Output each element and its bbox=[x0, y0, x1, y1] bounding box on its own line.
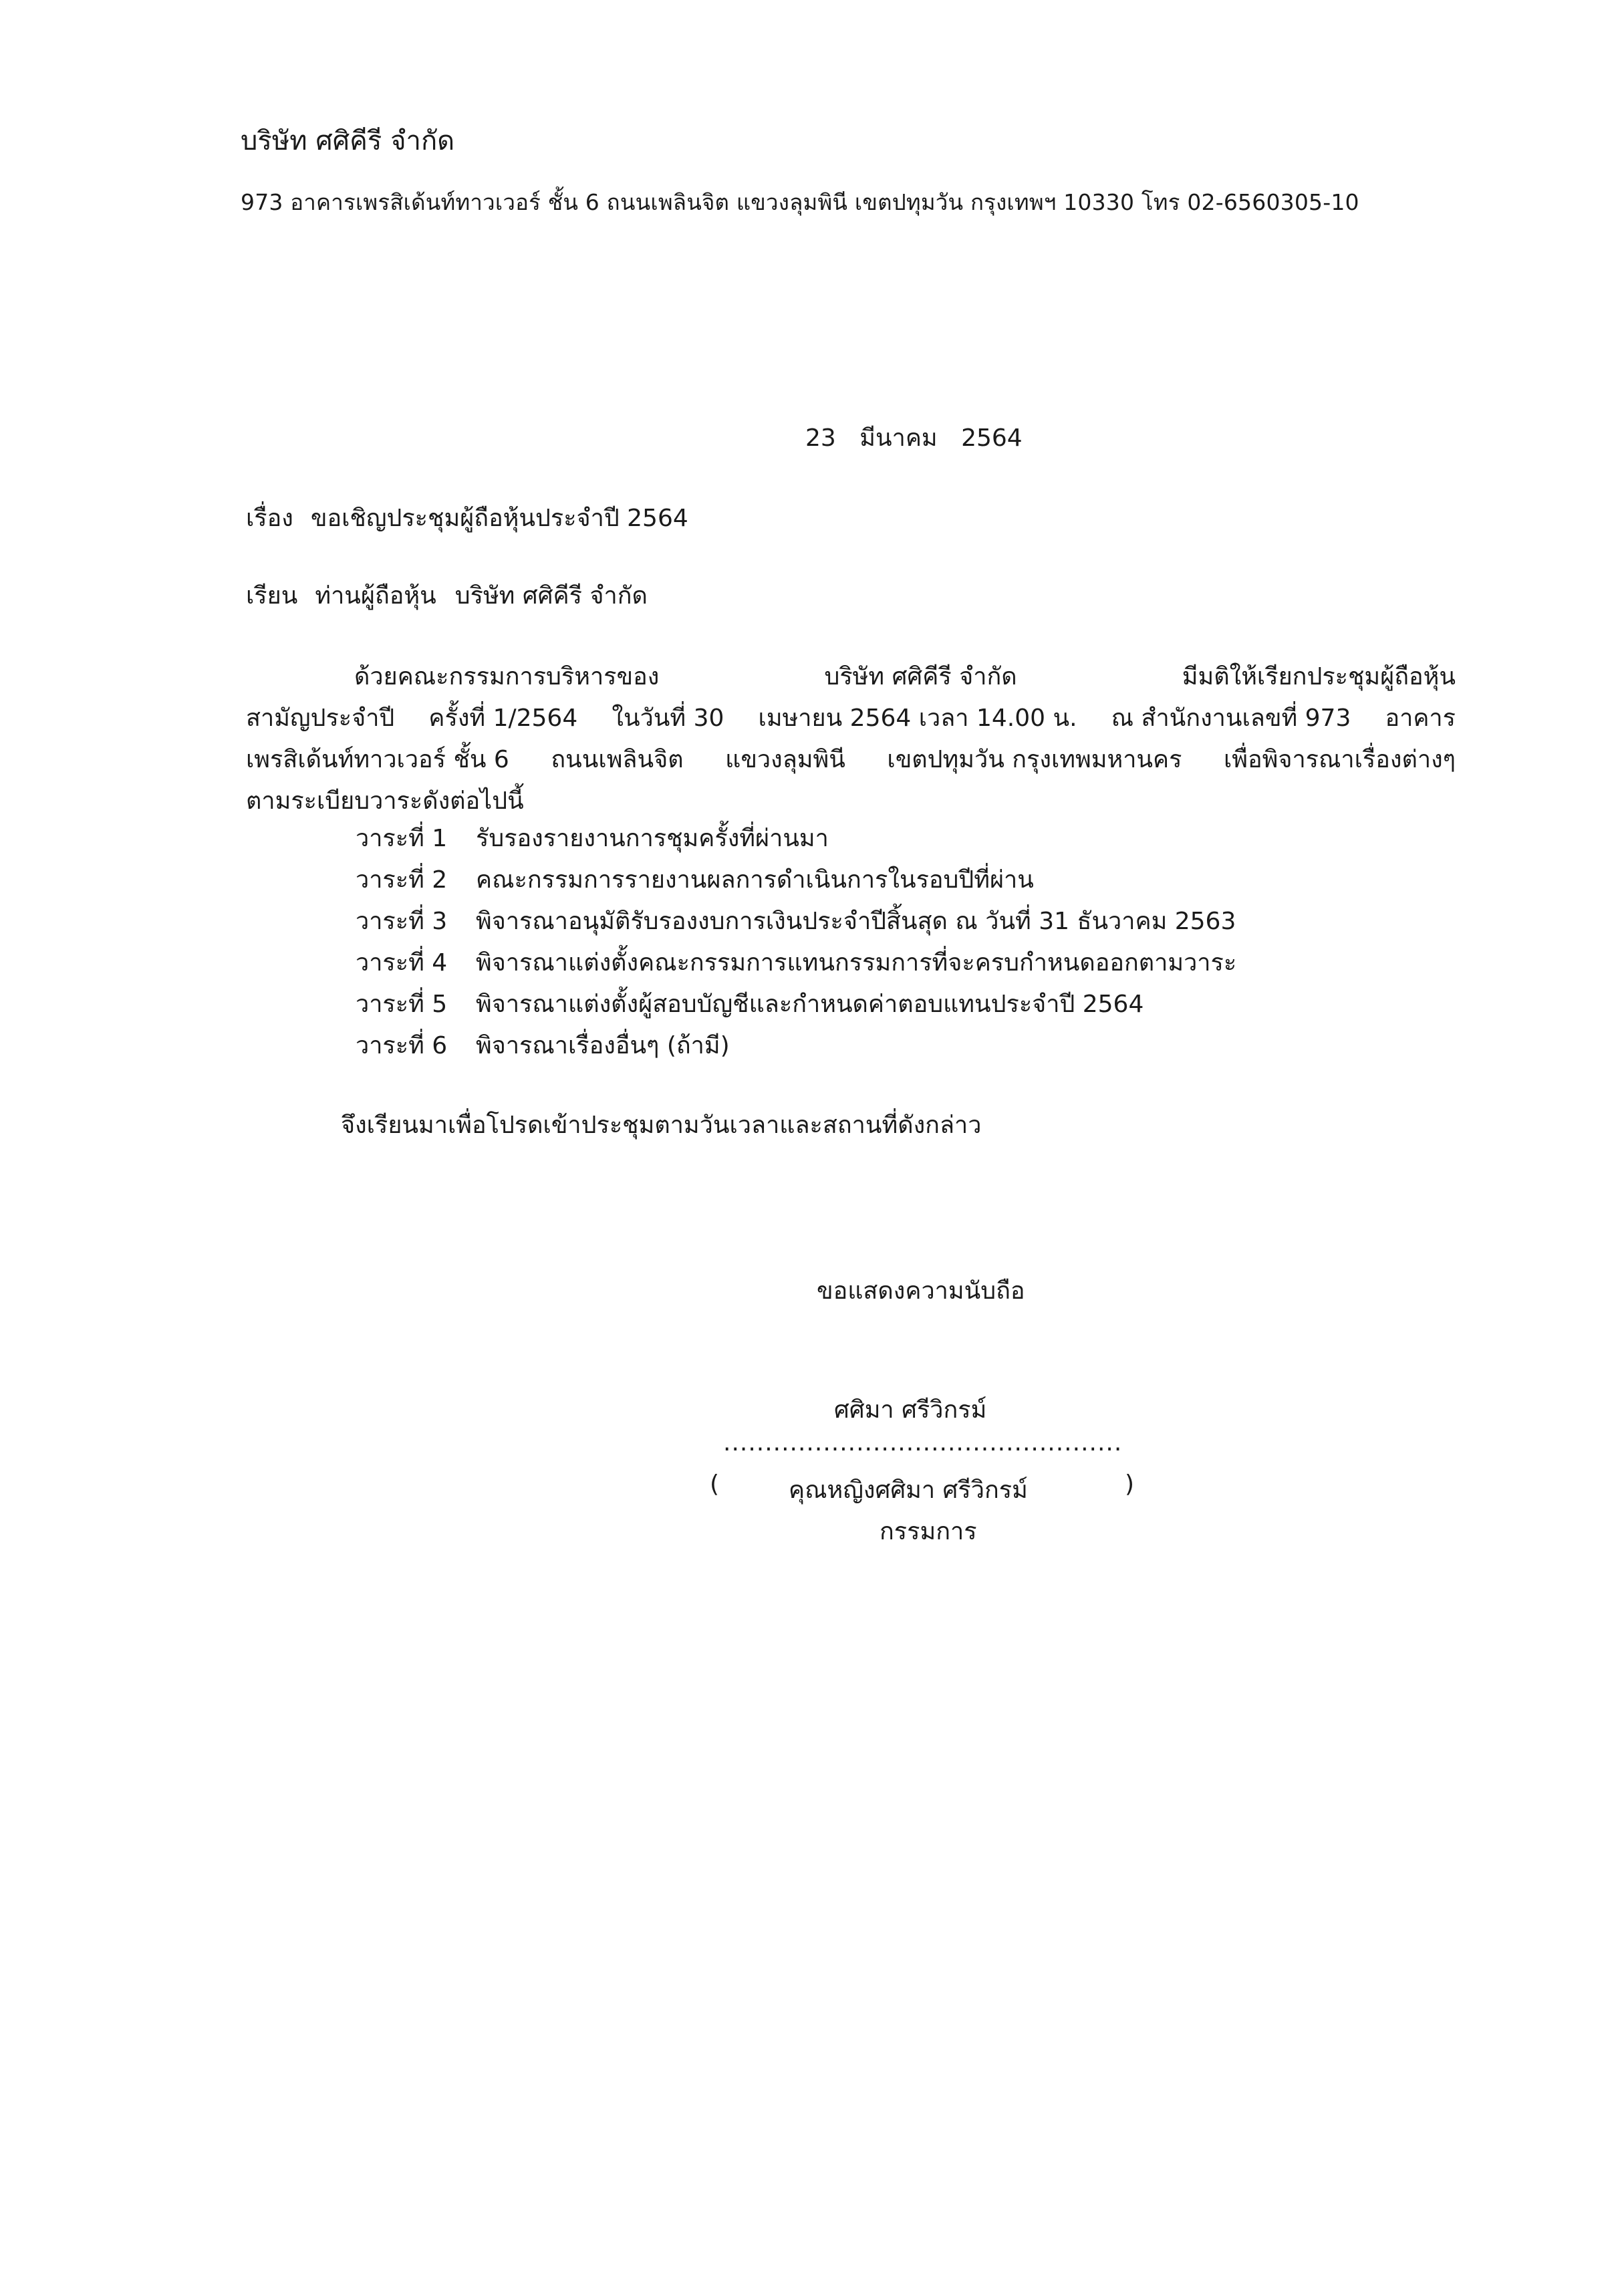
body-text: ณ สำนักงานเลขที่ 973 bbox=[1111, 704, 1351, 732]
body-text: สามัญประจำปี bbox=[246, 704, 395, 732]
body-text: อาคาร bbox=[1385, 704, 1456, 732]
body-line-4 bbox=[246, 779, 1456, 821]
letter-date bbox=[805, 418, 1023, 457]
agenda-item bbox=[356, 983, 1236, 1024]
recipient-name: ท่านผู้ถือหุ้น bbox=[315, 582, 436, 610]
signature-name: ศศิมา ศรีวิกรม์ bbox=[834, 1396, 987, 1424]
signer-full-name: คุณหญิงศศิมา ศรีวิกรม์ bbox=[789, 1477, 1028, 1504]
agenda-number: วาระที่ 2 bbox=[356, 866, 448, 894]
date-year: 2564 bbox=[961, 424, 1023, 452]
body-text: เพรสิเด้นท์ทาวเวอร์ ชั้น 6 bbox=[246, 745, 509, 773]
date-month: มีนาคม bbox=[859, 424, 938, 452]
body-text: ในวันที่ 30 bbox=[612, 704, 724, 732]
agenda-number: วาระที่ 5 bbox=[356, 990, 448, 1018]
body-text: ด้วยคณะกรรมการบริหารของ bbox=[354, 662, 660, 690]
company-address: 973 อาคารเพรสิเด้นท์ทาวเวอร์ ชั้น 6 ถนนเพลินจิต แขวงลุมพินี เขตปทุมวัน กรุงเทพฯ 10330 โทร 02-6560305-10 bbox=[241, 189, 1359, 215]
signer-paren-open: ( bbox=[710, 1471, 720, 1498]
agenda-number: วาระที่ 6 bbox=[356, 1031, 448, 1059]
body-line-2 bbox=[246, 696, 1456, 738]
body-line-3 bbox=[246, 738, 1456, 779]
subject-label: เรื่อง bbox=[246, 505, 293, 532]
regards: ขอแสดงความนับถือ bbox=[817, 1277, 1025, 1305]
agenda-list bbox=[356, 817, 1236, 1065]
signer-paren-close: ) bbox=[1125, 1471, 1135, 1498]
closing-sentence: จึงเรียนมาเพื่อโปรดเข้าประชุมตามวันเวลาและสถานที่ดังกล่าว bbox=[341, 1112, 982, 1139]
recipient-line bbox=[246, 576, 648, 614]
agenda-text: คณะกรรมการรายงานผลการดำเนินการในรอบปีที่ผ่าน bbox=[476, 866, 1034, 894]
body-text: แขวงลุมพินี bbox=[725, 745, 845, 773]
body-text: เมษายน 2564 เวลา 14.00 น. bbox=[758, 704, 1077, 732]
body-paragraph bbox=[246, 655, 1456, 821]
body-text: ตามระเบียบวาระดังต่อไปนี้ bbox=[246, 787, 524, 815]
agenda-text: พิจารณาอนุมัติรับรองงบการเงินประจำปีสิ้นสุด ณ วันที่ 31 ธันวาคม 2563 bbox=[476, 907, 1236, 935]
body-text: เขตปทุมวัน กรุงเทพมหานคร bbox=[887, 745, 1182, 773]
agenda-number: วาระที่ 4 bbox=[356, 948, 448, 977]
date-day: 23 bbox=[805, 424, 836, 452]
body-text: เพื่อพิจารณาเรื่องต่างๆ bbox=[1223, 745, 1456, 773]
company-name: บริษัท ศศิคีรี จำกัด bbox=[241, 126, 455, 156]
body-line-1 bbox=[246, 655, 1456, 696]
agenda-text: พิจารณาแต่งตั้งคณะกรรมการแทนกรรมการที่จะครบกำหนดออกตามวาระ bbox=[476, 948, 1237, 977]
agenda-item bbox=[356, 900, 1236, 941]
agenda-item bbox=[356, 941, 1236, 983]
subject-text: ขอเชิญประชุมผู้ถือหุ้นประจำปี 2564 bbox=[310, 505, 688, 532]
agenda-number: วาระที่ 3 bbox=[356, 907, 448, 935]
agenda-text: รับรองรายงานการชุมครั้งที่ผ่านมา bbox=[476, 824, 829, 852]
agenda-item bbox=[356, 858, 1236, 900]
recipient-label: เรียน bbox=[246, 582, 298, 610]
signer-title: กรรมการ bbox=[880, 1518, 977, 1545]
subject-line bbox=[246, 499, 688, 537]
agenda-text: พิจารณาแต่งตั้งผู้สอบบัญชีและกำหนดค่าตอบแทนประจำปี 2564 bbox=[476, 990, 1144, 1018]
agenda-item bbox=[356, 817, 1236, 858]
signature-dotted-line: ................................................ bbox=[723, 1429, 1123, 1456]
agenda-text: พิจารณาเรื่องอื่นๆ (ถ้ามี) bbox=[476, 1031, 730, 1059]
body-text: ครั้งที่ 1/2564 bbox=[428, 704, 578, 732]
agenda-number: วาระที่ 1 bbox=[356, 824, 448, 852]
body-text: บริษัท ศศิคีรี จำกัด bbox=[824, 662, 1017, 690]
body-text: มีมติให้เรียกประชุมผู้ถือหุ้น bbox=[1182, 662, 1456, 690]
recipient-company: บริษัท ศศิคีรี จำกัด bbox=[454, 582, 648, 610]
agenda-item bbox=[356, 1024, 1236, 1065]
body-text: ถนนเพลินจิต bbox=[551, 745, 684, 773]
